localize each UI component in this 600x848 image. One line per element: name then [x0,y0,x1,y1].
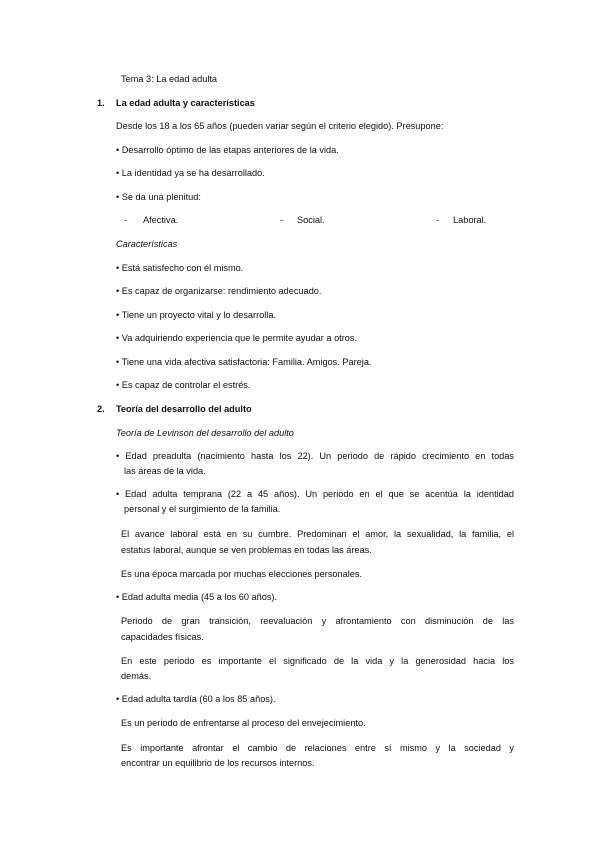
paragraph-line: Es importante afrontar el cambio de relaciones entre sí mismo y la sociedad y [121,743,514,753]
plenitud-laboral: Laboral. [453,215,487,225]
paragraph-line: En este periodo es importante el significado de la vida y la generosidad hacia los [121,656,514,666]
list-item: • Va adquiriendo experiencia que le permite ayudar a otros. [116,333,358,343]
edad-preadulta-line: • Edad preadulta (nacimiento hasta los 22). Un periodo de rápido crecimiento en todas [116,451,514,461]
paragraph-line: Es una época marcada por muchas elecciones personales. [121,569,363,579]
section-2-subtitle: Teoría de Levinson del desarrollo del adulto [116,428,294,438]
paragraph-line: demás. [121,671,152,681]
edad-preadulta-line: las áreas de la vida. [124,466,206,476]
section-2-heading: Teoría del desarrollo del adulto [116,404,252,414]
list-item: • Tiene un proyecto vital y lo desarrolla. [116,310,276,320]
section-2-number: 2. [97,404,105,414]
edad-tardia-line: • Edad adulta tardía (60 a los 85 años). [116,694,276,704]
caracteristicas-title: Características [116,239,178,249]
edad-temprana-line: personal y el surgimiento de la familia. [124,504,281,514]
section-1-intro: Desde los 18 a los 65 años (pueden variar según el criterio elegido). Presupone: [116,121,444,131]
dash-marker: - [436,215,440,225]
list-item: • Es capaz de controlar el estrés. [116,380,251,390]
paragraph-line: encontrar un equilibrio de los recursos internos. [121,758,315,768]
document-title: Tema 3: La edad adulta [121,74,218,84]
section-1-heading: La edad adulta y características [116,98,255,108]
paragraph-line: estatus laboral, aunque se ven problemas en todas las áreas. [121,545,372,555]
dash-marker: - [280,215,284,225]
list-item: • La identidad ya se ha desarrollado. [116,168,265,178]
paragraph-line: Es un periodo de enfrentarse al proceso del envejecimiento. [121,718,366,728]
section-1-number: 1. [97,98,105,108]
paragraph-line: Periodo de gran transición, reevaluación y afrontamiento con disminución de las [121,616,514,626]
paragraph-line: El avance laboral está en su cumbre. Predominan el amor, la sexualidad, la familia, el [121,529,514,539]
list-item: • Se da una plenitud: [116,192,201,202]
edad-temprana-line: • Edad adulta temprana (22 a 45 años). Un periodo en el que se acentúa la identidad [116,489,514,499]
list-item: • Está satisfecho con él mismo. [116,263,244,273]
edad-media-line: • Edad adulta media (45 a los 60 años). [116,592,278,602]
list-item: • Tiene una vida afectiva satisfactoria: Familia. Amigos. Pareja. [116,357,372,367]
plenitud-social: Social. [297,215,325,225]
paragraph-line: capacidades físicas. [121,632,204,642]
list-item: • Desarrollo óptimo de las etapas anteriores de la vida. [116,145,339,155]
dash-marker: - [124,215,128,225]
list-item: • Es capaz de organizarse: rendimiento adecuado. [116,286,322,296]
plenitud-afectiva: Afectiva. [143,215,179,225]
